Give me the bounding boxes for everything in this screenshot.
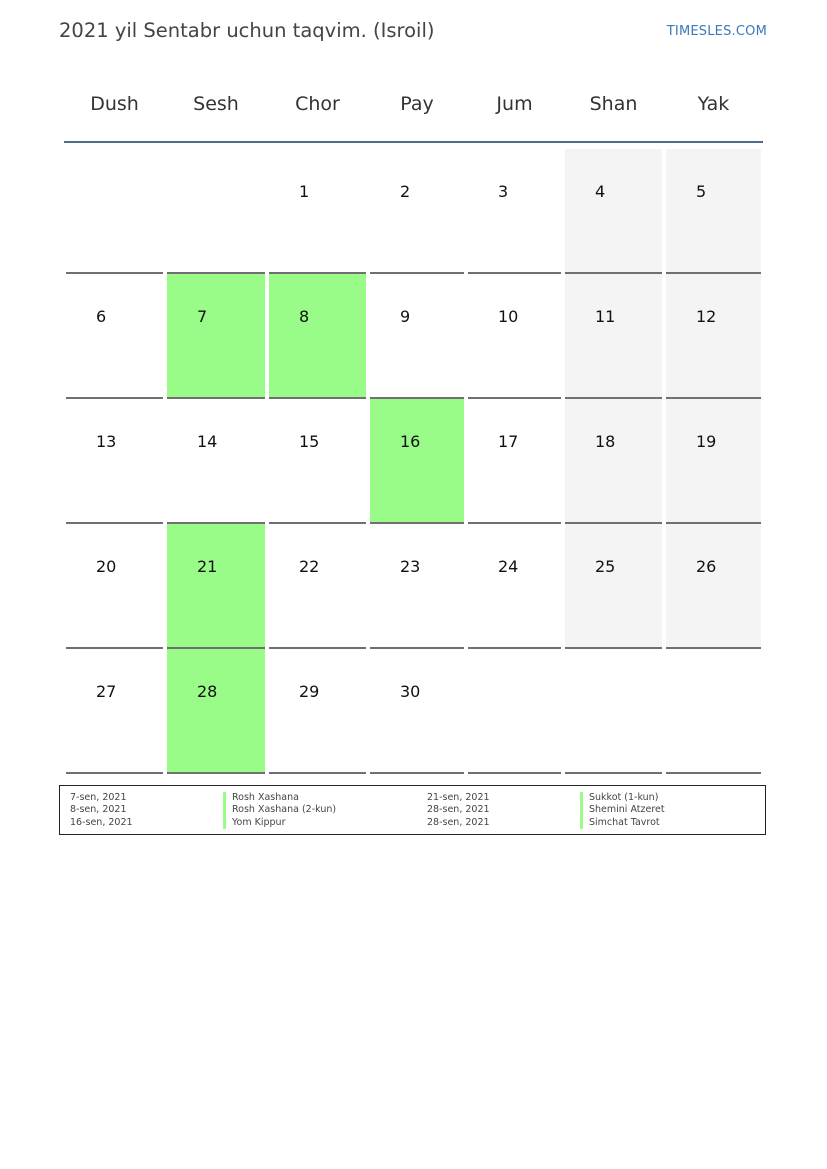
- legend-date: 28-sen, 2021: [427, 804, 490, 816]
- calendar-day: [666, 524, 761, 649]
- calendar-empty-cell: [666, 649, 761, 774]
- calendar-day: [565, 149, 662, 274]
- legend-date: 7-sen, 2021: [70, 792, 127, 803]
- day-number: 20: [96, 557, 117, 576]
- calendar-day: [565, 524, 662, 649]
- day-number: 11: [595, 307, 616, 326]
- day-number: 30: [400, 682, 421, 701]
- calendar-day: [370, 149, 464, 274]
- legend-date: 28-sen, 2021: [427, 816, 490, 828]
- weekday-label: Dush: [90, 93, 139, 115]
- day-number: 28: [197, 682, 218, 701]
- calendar-day: [269, 649, 366, 774]
- legend-dates-left: [70, 792, 133, 829]
- day-number: 3: [498, 182, 509, 201]
- day-number: 22: [299, 557, 320, 576]
- holiday-legend: [59, 785, 766, 835]
- legend-names-right: [580, 792, 665, 829]
- day-number: 24: [498, 557, 519, 576]
- day-number: 14: [197, 432, 218, 451]
- day-number: 17: [498, 432, 519, 451]
- calendar-empty-cell: [66, 149, 163, 274]
- legend-holiday-name: Shemini Atzeret: [580, 804, 665, 816]
- legend-holiday-name: Rosh Xashana: [223, 792, 336, 804]
- calendar-day: [269, 149, 366, 274]
- calendar-day: [66, 274, 163, 399]
- calendar-empty-cell: [468, 649, 561, 774]
- legend-holiday-name: Rosh Xashana (2-kun): [223, 804, 336, 816]
- calendar-day: [370, 649, 464, 774]
- calendar-empty-cell: [167, 149, 265, 274]
- day-number: 25: [595, 557, 616, 576]
- calendar-grid: [64, 149, 763, 770]
- legend-date: 8-sen, 2021: [70, 804, 127, 816]
- legend-holiday-name: Yom Kippur: [223, 817, 336, 829]
- legend-holiday-name: Simchat Tavrot: [580, 817, 665, 829]
- day-number: 4: [595, 182, 606, 201]
- day-number: 2: [400, 182, 411, 201]
- legend-date: 21-sen, 2021: [427, 792, 490, 803]
- legend-holiday-name: Sukkot (1-kun): [580, 792, 665, 804]
- calendar-day: [468, 524, 561, 649]
- calendar-empty-cell: [565, 649, 662, 774]
- day-number: 5: [696, 182, 707, 201]
- day-number: 9: [400, 307, 411, 326]
- calendar-day: [468, 149, 561, 274]
- day-number: 15: [299, 432, 320, 451]
- day-number: 23: [400, 557, 421, 576]
- day-number: 26: [696, 557, 717, 576]
- header-divider: [64, 141, 763, 143]
- brand-link[interactable]: TIMESLES.COM: [666, 24, 767, 39]
- calendar-day-holiday: [370, 399, 464, 524]
- legend-names-left: [223, 792, 336, 829]
- calendar-day: [468, 274, 561, 399]
- page-title: 2021 yil Sentabr uchun taqvim. (Isroil): [59, 19, 435, 42]
- calendar-day: [666, 399, 761, 524]
- weekday-label: Sesh: [193, 93, 239, 115]
- weekday-label: Shan: [589, 93, 638, 115]
- calendar-day-holiday: [167, 649, 265, 774]
- day-number: 6: [96, 307, 107, 326]
- day-number: 29: [299, 682, 320, 701]
- calendar-day-holiday: [269, 274, 366, 399]
- calendar-day: [666, 274, 761, 399]
- day-number: 19: [696, 432, 717, 451]
- weekday-label: Jum: [496, 93, 533, 115]
- calendar-day: [66, 524, 163, 649]
- calendar-day: [370, 274, 464, 399]
- day-number: 27: [96, 682, 117, 701]
- weekday-label: Chor: [295, 93, 340, 115]
- calendar-day: [66, 399, 163, 524]
- calendar-day-holiday: [167, 274, 265, 399]
- day-number: 13: [96, 432, 117, 451]
- weekday-label: Pay: [400, 93, 434, 115]
- day-number: 16: [400, 432, 421, 451]
- calendar-day: [167, 399, 265, 524]
- weekday-label: Yak: [697, 93, 730, 115]
- calendar-day: [666, 149, 761, 274]
- calendar-day: [370, 524, 464, 649]
- day-number: 1: [299, 182, 310, 201]
- day-number: 18: [595, 432, 616, 451]
- day-number: 10: [498, 307, 519, 326]
- legend-dates-right: [427, 792, 490, 829]
- day-number: 12: [696, 307, 717, 326]
- weekday-header-row: [64, 89, 763, 119]
- calendar-day: [565, 274, 662, 399]
- day-number: 7: [197, 307, 208, 326]
- calendar-day: [468, 399, 561, 524]
- day-number: 21: [197, 557, 218, 576]
- calendar-day-holiday: [167, 524, 265, 649]
- day-number: 8: [299, 307, 310, 326]
- calendar-day: [565, 399, 662, 524]
- calendar-day: [66, 649, 163, 774]
- calendar-day: [269, 399, 366, 524]
- calendar-day: [269, 524, 366, 649]
- legend-date: 16-sen, 2021: [70, 816, 133, 828]
